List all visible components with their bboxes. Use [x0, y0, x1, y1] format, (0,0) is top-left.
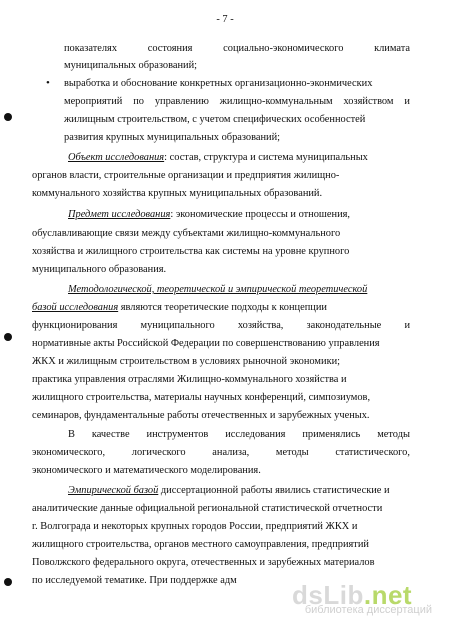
text-line — [68, 428, 410, 441]
word: исследования — [225, 429, 286, 440]
text-line — [64, 42, 410, 55]
binder-hole-top — [4, 113, 12, 121]
text-fragment: диссертационной работы явились статистические и — [158, 485, 390, 496]
word: качестве — [91, 429, 130, 440]
word: управлению — [154, 96, 209, 107]
text-fragment: : состав, структура и система муниципальных — [164, 152, 368, 163]
text-fragment: : экономические процессы и отношения, — [170, 209, 351, 220]
heading-object-of-research: Объект исследования — [68, 152, 165, 163]
word: методы — [377, 429, 410, 440]
text-line: жилищного строительства, материалы научных конференций, симпозиумов, — [32, 392, 371, 403]
bullet-marker: • — [46, 77, 50, 89]
word: климата — [374, 43, 410, 54]
word: применялись — [302, 429, 361, 440]
text-line: жилищного строительства, органов местного самоуправления, предприятий — [32, 539, 369, 550]
word: социально-экономического — [223, 43, 344, 54]
text-line — [32, 446, 410, 459]
page-number: - 7 - — [216, 14, 234, 25]
word: инструментов — [146, 429, 209, 440]
word: показателях — [64, 43, 118, 54]
text-line: практика управления отраслями Жилищно-коммунального хозяйства и — [32, 374, 347, 385]
text-line — [68, 484, 390, 497]
text-line: развития крупных муниципальных образований; — [64, 132, 281, 143]
text-line: выработка и обоснование конкретных организационно-эконмических — [64, 78, 373, 89]
text-line: аналитические данные официальной региональной статистической отчетности — [32, 503, 383, 514]
word: законодательные — [306, 320, 382, 331]
word: функционирования — [32, 320, 118, 331]
text-line: г. Волгограда и некоторых крупных городов России, предприятий ЖКХ и — [32, 521, 358, 532]
word: жилищно-коммунальным — [219, 96, 333, 107]
watermark-logo — [292, 580, 432, 616]
text-line — [68, 151, 368, 164]
watermark-subtitle: библиотека диссертаций — [304, 604, 432, 616]
binder-hole-middle — [4, 333, 12, 341]
heading-subject-of-research: Предмет исследования — [68, 209, 171, 220]
word: методы — [275, 447, 309, 458]
text-line: коммунального хозяйства крупных муниципальных образований. — [32, 188, 323, 199]
text-line — [32, 319, 410, 332]
word: муниципального — [140, 320, 215, 331]
text-line: жилищным строительством, с учетом специфических особенностей — [64, 114, 366, 125]
text-line: органов власти, строительные организации и предприятия жилищно- — [32, 170, 340, 181]
word: В — [68, 429, 75, 440]
word: мероприятий — [64, 96, 123, 107]
heading-research-base: базой исследования — [32, 302, 119, 313]
watermark-logo-text: dsLib.net — [292, 580, 413, 610]
word: статистического, — [335, 447, 410, 458]
text-fragment: являются теоретические подходы к концепции — [118, 302, 327, 313]
text-line: муниципальных образований; — [64, 60, 198, 71]
text-line — [32, 301, 327, 314]
word: состояния — [147, 43, 193, 54]
binder-hole-bottom — [4, 578, 12, 586]
text-line: обуславливающие связи между субъектами жилищно-коммунального — [32, 228, 341, 239]
text-line: экономического и математического моделирования. — [32, 465, 261, 476]
text-line: ЖКХ и жилищным строительством в условиях рыночной экономики; — [32, 356, 341, 367]
word: анализа, — [212, 447, 250, 458]
text-line: хозяйства и жилищного строительства как системы на уровне крупного — [32, 246, 350, 257]
word: и — [404, 320, 410, 331]
word: и — [404, 96, 410, 107]
text-line: семинаров, фундаментальные работы отечественных и зарубежных ученых. — [32, 410, 370, 421]
text-line: Поволжского федерального округа, отечественных и зарубежных материалов — [32, 557, 375, 568]
word: по — [133, 96, 144, 107]
word: хозяйства, — [237, 320, 284, 331]
word: экономического, — [32, 447, 106, 458]
text-line — [68, 208, 350, 221]
heading-methodology: Методологической, теоретической и эмпирической теоретической — [68, 284, 368, 295]
heading-empirical-base: Эмпирической базой — [68, 485, 159, 496]
word: логического — [131, 447, 186, 458]
text-line — [64, 95, 410, 108]
text-line: муниципального образования. — [32, 264, 167, 275]
text-line: нормативные акты Российской Федерации по совершенствованию управления — [32, 338, 380, 349]
word: хозяйством — [343, 96, 394, 107]
text-line: по исследуемой тематике. При поддержке адм — [32, 575, 237, 586]
